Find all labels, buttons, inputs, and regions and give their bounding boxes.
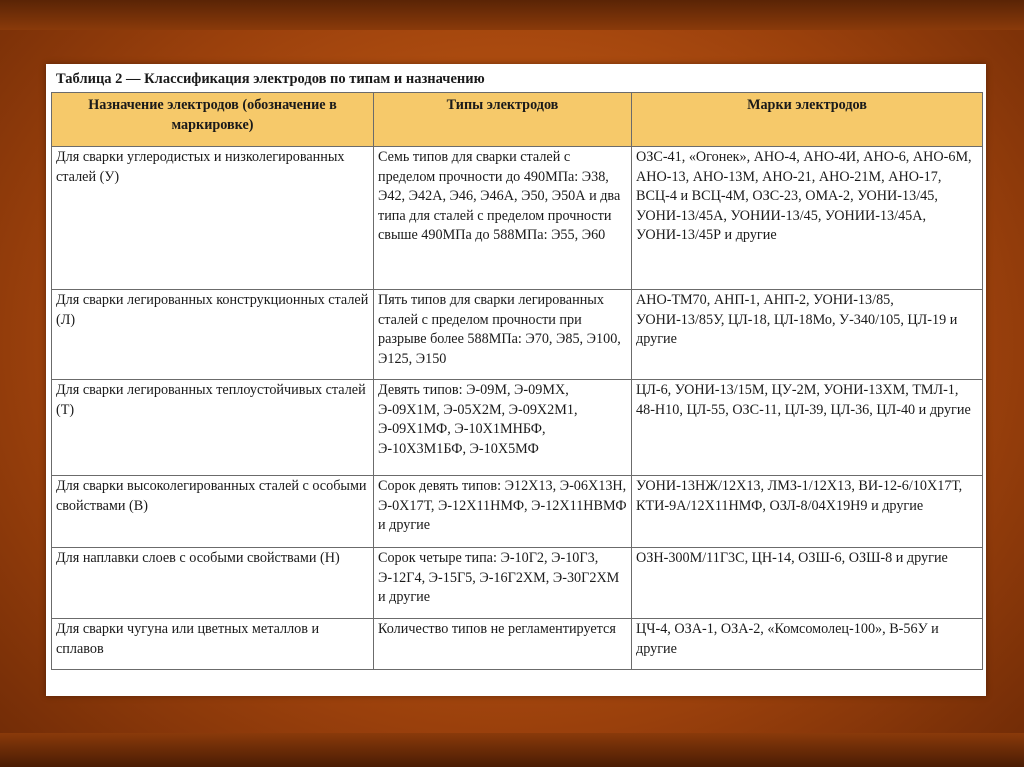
table-row [52, 380, 983, 476]
header-purpose: Назначение электродов (обозначение в маркировке) [52, 93, 374, 147]
cell-types: Количество типов не регламентируется [374, 619, 632, 670]
cell-purpose: Для сварки чугуна или цветных металлов и сплавов [52, 619, 374, 670]
cell-types: Девять типов: Э-09М, Э-09МХ, Э-09Х1М, Э-05Х2М, Э-09Х2М1, Э-09Х1МФ, Э-10Х1МНБФ, Э-10Х3М1БФ, Э-10Х5МФ [374, 380, 632, 476]
cell-types: Сорок девять типов: Э12Х13, Э-06Х13Н, Э-0Х17Т, Э-12Х11НМФ, Э-12Х11НВМФ и другие [374, 476, 632, 548]
electrodes-classification-table [51, 92, 983, 670]
cell-purpose: Для сварки легированных теплоустойчивых сталей (Т) [52, 380, 374, 476]
background-top-band [0, 0, 1024, 30]
cell-purpose: Для сварки углеродистых и низколегированных сталей (У) [52, 147, 374, 290]
cell-brands: ОЗН-300М/11Г3С, ЦН-14, ОЗШ-6, ОЗШ-8 и другие [632, 548, 983, 619]
cell-brands: ОЗС-41, «Огонек», АНО-4, АНО-4И, АНО-6, АНО-6М, АНО-13, АНО-13М, АНО-21, АНО-21М, АНО-17, ВСЦ-4 и ВСЦ-4М, ОЗС-23, ОМА-2, УОНИ-13/45, УОНИ-13/45А, УОНИИ-13/45, УОНИИ-13/45А, УОНИ-13/45Р и другие [632, 147, 983, 290]
cell-brands: УОНИ-13НЖ/12Х13, ЛМЗ-1/12Х13, ВИ-12-6/10Х17Т, КТИ-9А/12Х11НМФ, ОЗЛ-8/04Х19Н9 и другие [632, 476, 983, 548]
slide-content [46, 64, 986, 696]
header-brands: Марки электродов [632, 93, 983, 147]
cell-purpose: Для сварки высоколегированных сталей с особыми свойствами (В) [52, 476, 374, 548]
table-row [52, 619, 983, 670]
cell-brands: ЦЧ-4, ОЗА-1, ОЗА-2, «Комсомолец-100», В-56У и другие [632, 619, 983, 670]
table-row [52, 290, 983, 380]
table-row [52, 476, 983, 548]
cell-brands: АНО-ТМ70, АНП-1, АНП-2, УОНИ-13/85, УОНИ-13/85У, ЦЛ-18, ЦЛ-18Мо, У-340/105, ЦЛ-19 и другие [632, 290, 983, 380]
table-header-row [52, 93, 983, 147]
cell-types: Сорок четыре типа: Э-10Г2, Э-10Г3, Э-12Г4, Э-15Г5, Э-16Г2ХМ, Э-30Г2ХМ и другие [374, 548, 632, 619]
header-types: Типы электродов [374, 93, 632, 147]
cell-purpose: Для наплавки слоев с особыми свойствами (Н) [52, 548, 374, 619]
table-row [52, 147, 983, 290]
cell-types: Семь типов для сварки сталей с пределом прочности до 490МПа: Э38, Э42, Э42А, Э46, Э46А, Э50, Э50А и два типа для сталей с пределом прочности свыше 490МПа до 588МПа: Э55, Э60 [374, 147, 632, 290]
cell-types: Пять типов для сварки легированных сталей с пределом прочности при разрыве более 588МПа: Э70, Э85, Э100, Э125, Э150 [374, 290, 632, 380]
table-row [52, 548, 983, 619]
background-bottom-band [0, 733, 1024, 767]
table-caption: Таблица 2 — Классификация электродов по типам и назначению [56, 71, 485, 87]
cell-purpose: Для сварки легированных конструкционных сталей (Л) [52, 290, 374, 380]
cell-brands: ЦЛ-6, УОНИ-13/15М, ЦУ-2М, УОНИ-13ХМ, ТМЛ-1, 48-Н10, ЦЛ-55, ОЗС-11, ЦЛ-39, ЦЛ-36, ЦЛ-40 и другие [632, 380, 983, 476]
